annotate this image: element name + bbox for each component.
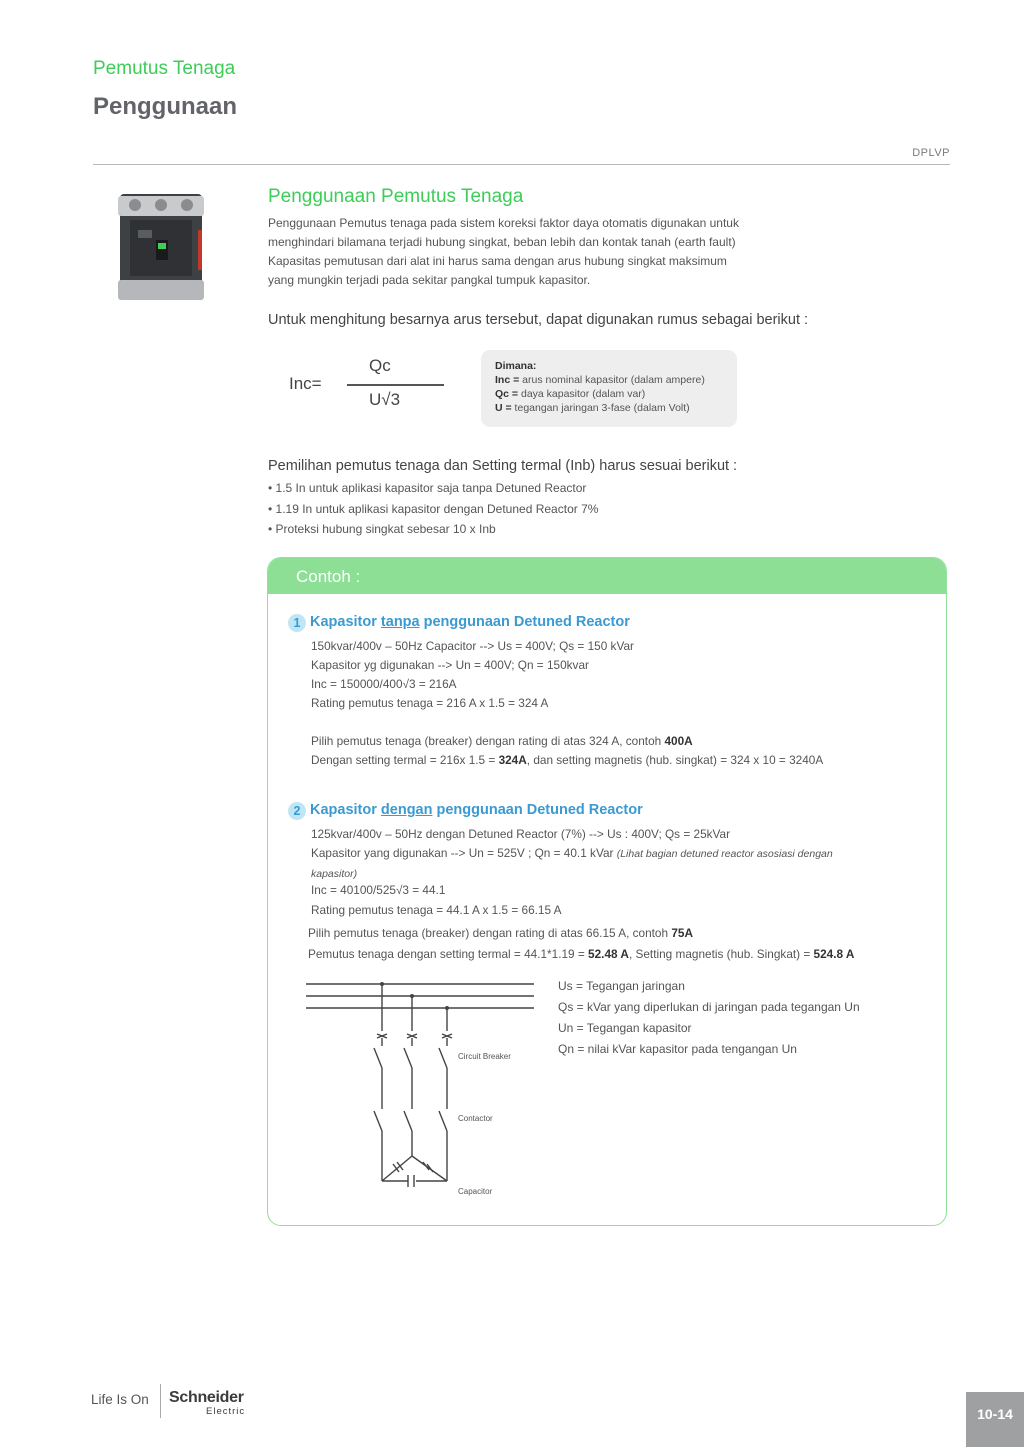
calc-line: Rating pemutus tenaga = 44.1 A x 1.5 = 66.15 A bbox=[311, 903, 562, 917]
where-item: Inc = arus nominal kapasitor (dalam ampere) bbox=[495, 374, 705, 386]
formula-numerator: Qc bbox=[369, 356, 391, 375]
label-contactor: Contactor bbox=[458, 1114, 493, 1123]
page-number-box bbox=[966, 1392, 1024, 1447]
intro-line: Kapasitas pemutusan dari alat ini harus sama dengan arus hubung singkat maksimum bbox=[268, 254, 727, 268]
calc-line: 125kvar/400v – 50Hz dengan Detuned Reactor (7%) --> Us : 400V; Qs = 25kVar bbox=[311, 827, 731, 841]
example-1-title: Kapasitor tanpa penggunaan Detuned Reactor bbox=[310, 614, 630, 630]
where-item: Qc = daya kapasitor (dalam var) bbox=[495, 388, 646, 400]
legend-item: Qn = nilai kVar kapasitor pada tengangan Un bbox=[558, 1042, 797, 1056]
legend-item: Qs = kVar yang diperlukan di jaringan pada tegangan Un bbox=[558, 1000, 860, 1014]
calc-line: Dengan setting termal = 216x 1.5 = 324A, dan setting magnetis (hub. singkat) = 324 x 10 = 3240A bbox=[311, 753, 824, 767]
calc-line: Pilih pemutus tenaga (breaker) dengan rating di atas 66.15 A, contoh 75A bbox=[308, 926, 693, 940]
list-item: • 1.5 In untuk aplikasi kapasitor saja tanpa Detuned Reactor bbox=[268, 481, 587, 495]
list-item: • 1.19 In untuk aplikasi kapasitor dengan Detuned Reactor 7% bbox=[268, 501, 599, 516]
legend-item: Un = Tegangan kapasitor bbox=[558, 1021, 692, 1035]
calc-line: 150kvar/400v – 50Hz Capacitor --> Us = 400V; Qs = 150 kVar bbox=[311, 639, 634, 653]
calc-line: Rating pemutus tenaga = 216 A x 1.5 = 324 A bbox=[311, 696, 549, 710]
intro-paragraph bbox=[268, 214, 828, 290]
footer-divider bbox=[160, 1384, 161, 1418]
step-number-badge: 2 bbox=[288, 802, 306, 820]
document-code: DPLVP bbox=[912, 147, 950, 159]
header-divider bbox=[93, 164, 950, 165]
page-title: Penggunaan bbox=[93, 93, 238, 120]
intro-line: menghindari bilamana terjadi hubung singkat, beban lebih dan kontak tanah (earth fault) bbox=[268, 235, 736, 249]
selection-list bbox=[268, 478, 598, 540]
calc-line: Kapasitor yg digunakan --> Un = 400V; Qn = 150kvar bbox=[311, 658, 589, 672]
brand-logo-sub: Electric bbox=[206, 1406, 246, 1417]
formula-lhs: Inc= bbox=[289, 374, 322, 393]
intro-line: Penggunaan Pemutus tenaga pada sistem koreksi faktor daya otomatis digunakan untuk bbox=[268, 216, 739, 230]
section-label: Pemutus Tenaga bbox=[93, 58, 236, 79]
intro-line: yang mungkin terjadi pada sekitar pangkal tumpuk kapasitor. bbox=[268, 273, 591, 287]
where-item: U = tegangan jaringan 3-fase (dalam Volt) bbox=[495, 402, 690, 414]
list-item: • Proteksi hubung singkat sebesar 10 x Inb bbox=[268, 522, 496, 536]
calc-line: Kapasitor yang digunakan --> Un = 525V ; Qn = 40.1 kVar (Lihat bagian detuned reactor asosiasi dengan bbox=[311, 846, 833, 860]
example-header bbox=[268, 558, 946, 594]
where-box bbox=[481, 350, 737, 427]
section-heading: Penggunaan Pemutus Tenaga bbox=[268, 186, 524, 207]
selection-title: Pemilihan pemutus tenaga dan Setting termal (Inb) harus sesuai berikut : bbox=[268, 458, 738, 474]
calc-line: Inc = 40100/525√3 = 44.1 bbox=[311, 883, 446, 897]
example-box bbox=[267, 557, 947, 1226]
page-number: 10-14 bbox=[977, 1406, 1013, 1422]
label-capacitor: Capacitor bbox=[458, 1187, 493, 1196]
calc-line: Inc = 150000/400√3 = 216A bbox=[311, 677, 457, 691]
brand-tagline: Life Is On bbox=[91, 1392, 149, 1407]
label-circuit-breaker: Circuit Breaker bbox=[458, 1052, 511, 1061]
calc-line: Pemutus tenaga dengan setting termal = 44.1*1.19 = 52.48 A, Setting magnetis (hub. Singkat) = 524.8 A bbox=[308, 947, 855, 961]
formula-lead: Untuk menghitung besarnya arus tersebut, dapat digunakan rumus sebagai berikut : bbox=[268, 312, 809, 328]
brand-logo: Schneider bbox=[169, 1389, 244, 1406]
calc-line: kapasitor) bbox=[311, 868, 358, 880]
formula-denominator: U√3 bbox=[369, 390, 401, 409]
step-number-badge: 1 bbox=[288, 614, 306, 632]
fraction-bar bbox=[347, 384, 444, 386]
example-title: Contoh : bbox=[296, 567, 361, 586]
example-2-title: Kapasitor dengan penggunaan Detuned Reactor bbox=[310, 802, 643, 818]
legend-item: Us = Tegangan jaringan bbox=[558, 979, 685, 993]
capacitor-bank-wiring-diagram bbox=[304, 976, 544, 1208]
where-title: Dimana: bbox=[495, 360, 537, 372]
circuit-breaker-product-image bbox=[118, 190, 204, 304]
calc-line: Pilih pemutus tenaga (breaker) dengan rating di atas 324 A, contoh 400A bbox=[311, 734, 693, 748]
